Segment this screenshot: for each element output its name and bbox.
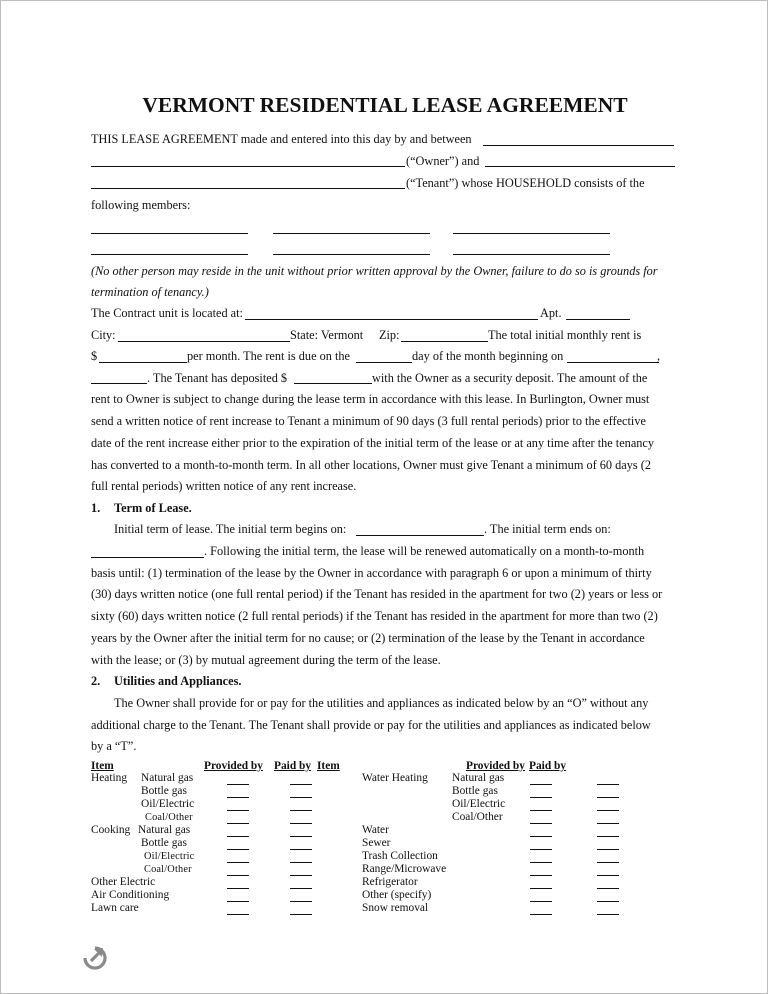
total-rent-label: The total initial monthly rent is bbox=[488, 328, 642, 342]
utilities-line-1: The Owner shall provide for or pay for the utilities and appliances as indicated below by an “O” without any bbox=[114, 696, 649, 710]
provided-by-blank[interactable] bbox=[530, 797, 552, 798]
table-row-category: Water Heating bbox=[362, 772, 428, 784]
section-1-number: 1. bbox=[91, 501, 101, 515]
term-line-5: years by the Owner after the initial term for no cause; or (2) termination of the lease by the Tenant in accordance bbox=[91, 631, 645, 645]
rent-paragraph-5: full rental periods) written notice of any rent increase. bbox=[91, 479, 357, 493]
provided-by-blank[interactable] bbox=[530, 888, 552, 889]
note-line-2: termination of tenancy.) bbox=[91, 285, 209, 299]
provided-by-blank[interactable] bbox=[530, 784, 552, 785]
paid-by-blank[interactable] bbox=[597, 823, 619, 824]
paid-by-blank[interactable] bbox=[290, 849, 312, 850]
paid-by-blank[interactable] bbox=[597, 849, 619, 850]
member-blank-3[interactable] bbox=[453, 233, 610, 234]
table-row-item: Bottle gas bbox=[141, 837, 187, 849]
header-paid-left: Paid by bbox=[274, 760, 312, 772]
provided-by-blank[interactable] bbox=[227, 784, 249, 785]
section-2-heading: Utilities and Appliances. bbox=[114, 674, 242, 688]
paid-by-blank[interactable] bbox=[597, 784, 619, 785]
header-paid-right: Paid by bbox=[529, 760, 567, 772]
term-line-4: sixty (60) days written notice (2 full rental periods) if the Tenant has resided in the apartment for more than two (2) bbox=[91, 609, 658, 623]
table-row-category: Heating bbox=[91, 772, 128, 784]
term-begins-label: Initial term of lease. The initial term begins on: bbox=[114, 522, 347, 536]
paid-by-blank[interactable] bbox=[290, 901, 312, 902]
table-row-category: Cooking bbox=[91, 824, 131, 836]
intro-line: THIS LEASE AGREEMENT made and entered into this day by and between bbox=[91, 132, 472, 146]
paid-by-blank[interactable] bbox=[290, 810, 312, 811]
table-row-item: Natural gas bbox=[452, 772, 505, 784]
section-2-number: 2. bbox=[91, 674, 101, 688]
table-row-category: Other (specify) bbox=[362, 889, 432, 901]
provided-by-blank[interactable] bbox=[530, 914, 552, 915]
table-row-item: Oil/Electric bbox=[144, 851, 195, 862]
term-ends-label: . The initial term ends on: bbox=[484, 522, 611, 536]
provided-by-blank[interactable] bbox=[227, 888, 249, 889]
member-blank-1[interactable] bbox=[91, 233, 248, 234]
provided-by-blank[interactable] bbox=[227, 810, 249, 811]
tenant-name-blank-1[interactable] bbox=[485, 166, 675, 167]
due-day-blank[interactable] bbox=[356, 362, 412, 363]
table-row-item: Bottle gas bbox=[141, 785, 187, 797]
paid-by-blank[interactable] bbox=[290, 797, 312, 798]
member-blank-6[interactable] bbox=[453, 254, 610, 255]
header-item-left: Item bbox=[91, 760, 114, 772]
tenant-name-blank-2[interactable] bbox=[91, 188, 405, 189]
table-row-item: Oil/Electric bbox=[141, 798, 195, 810]
party-blank[interactable] bbox=[483, 145, 674, 146]
provided-by-blank[interactable] bbox=[227, 797, 249, 798]
paid-by-blank[interactable] bbox=[597, 888, 619, 889]
city-blank[interactable] bbox=[118, 341, 290, 342]
header-provided-right: Provided by bbox=[466, 760, 525, 772]
table-row-item: Oil/Electric bbox=[452, 798, 506, 810]
apt-label: Apt. bbox=[540, 306, 562, 320]
table-row-category: Sewer bbox=[362, 837, 391, 849]
zip-blank[interactable] bbox=[401, 341, 488, 342]
rent-paragraph-2: send a written notice of rent increase to Tenant a minimum of 90 days (3 full rental periods) prior to the effective bbox=[91, 414, 646, 428]
table-row-category: Air Conditioning bbox=[91, 889, 170, 901]
provided-by-blank[interactable] bbox=[227, 914, 249, 915]
provided-by-blank[interactable] bbox=[530, 836, 552, 837]
paid-by-blank[interactable] bbox=[597, 797, 619, 798]
provided-by-blank[interactable] bbox=[530, 849, 552, 850]
provided-by-blank[interactable] bbox=[227, 849, 249, 850]
table-row-item: Coal/Other bbox=[145, 812, 193, 823]
utilities-line-2: additional charge to the Tenant. The Tenant shall provide or pay for the utilities and appliances as indicated below bbox=[91, 718, 651, 732]
term-start-blank[interactable] bbox=[356, 535, 484, 536]
term-line-6: with the lease; or (3) by mutual agreement during the term of the lease. bbox=[91, 653, 441, 667]
beginning-date-blank[interactable] bbox=[567, 362, 659, 363]
owner-name-blank[interactable] bbox=[91, 166, 405, 167]
paid-by-blank[interactable] bbox=[290, 914, 312, 915]
location-label: The Contract unit is located at: bbox=[91, 306, 243, 320]
provided-by-blank[interactable] bbox=[530, 875, 552, 876]
member-blank-4[interactable] bbox=[91, 254, 248, 255]
paid-by-blank[interactable] bbox=[290, 823, 312, 824]
table-row-category: Lawn care bbox=[91, 902, 139, 914]
header-item-right: Item bbox=[317, 760, 340, 772]
provided-by-blank[interactable] bbox=[227, 875, 249, 876]
provided-by-blank[interactable] bbox=[227, 836, 249, 837]
arrow-logo-icon bbox=[81, 945, 109, 971]
provided-by-blank[interactable] bbox=[227, 862, 249, 863]
deposit-label: . The Tenant has deposited $ bbox=[147, 371, 288, 385]
per-month-label: per month. The rent is due on the bbox=[187, 349, 351, 363]
member-blank-5[interactable] bbox=[273, 254, 430, 255]
paid-by-blank[interactable] bbox=[290, 836, 312, 837]
table-row-item: Natural gas bbox=[138, 824, 191, 836]
deposit-text: with the Owner as a security deposit. The amount of the bbox=[372, 371, 648, 385]
table-row-item: Natural gas bbox=[141, 772, 194, 784]
members-label: following members: bbox=[91, 198, 191, 212]
term-line-2: basis until: (1) termination of the lease by the Owner in accordance with paragraph 6 or upon a minimum of thirty bbox=[91, 566, 652, 580]
table-row-category: Snow removal bbox=[362, 902, 429, 914]
paid-by-blank[interactable] bbox=[290, 875, 312, 876]
year-blank[interactable] bbox=[91, 383, 147, 384]
paid-by-blank[interactable] bbox=[290, 862, 312, 863]
rent-amount-blank[interactable] bbox=[99, 362, 187, 363]
rent-paragraph-4: has converted to a month-to-month term. In all other locations, Owner must give Tenant a minimum of 60 days (2 bbox=[91, 458, 652, 472]
table-row-category: Other Electric bbox=[91, 876, 156, 888]
day-of-label: day of the month beginning on bbox=[412, 349, 564, 363]
paid-by-blank[interactable] bbox=[290, 784, 312, 785]
paid-by-blank[interactable] bbox=[597, 875, 619, 876]
section-1-heading: Term of Lease. bbox=[114, 501, 192, 515]
paid-by-blank[interactable] bbox=[597, 862, 619, 863]
document-title: VERMONT RESIDENTIAL LEASE AGREEMENT bbox=[142, 93, 628, 117]
table-row-item: Coal/Other bbox=[452, 811, 503, 823]
address-blank[interactable] bbox=[245, 319, 538, 320]
term-line-1: . Following the initial term, the lease will be renewed automatically on a month-to-month bbox=[204, 544, 645, 558]
header-provided-left: Provided by bbox=[204, 760, 263, 772]
rent-paragraph-3: date of the rent increase either prior to the expiration of the initial term of the lease or at any time after the tenancy bbox=[91, 436, 655, 450]
city-label: City: bbox=[91, 328, 116, 342]
table-row-category: Water bbox=[362, 824, 389, 836]
utilities-line-3: by a “T”. bbox=[91, 739, 137, 753]
table-row-item: Coal/Other bbox=[144, 864, 192, 875]
provided-by-blank[interactable] bbox=[227, 823, 249, 824]
rent-paragraph-1: rent to Owner is subject to change during the lease term in accordance with this lease. In Burlington, Owner must bbox=[91, 392, 650, 406]
provided-by-blank[interactable] bbox=[530, 862, 552, 863]
comma: , bbox=[657, 349, 661, 363]
provided-by-blank[interactable] bbox=[530, 901, 552, 902]
dollar-sign: $ bbox=[91, 349, 98, 363]
paid-by-blank[interactable] bbox=[597, 810, 619, 811]
provided-by-blank[interactable] bbox=[530, 810, 552, 811]
member-blank-2[interactable] bbox=[273, 233, 430, 234]
provided-by-blank[interactable] bbox=[530, 823, 552, 824]
deposit-amount-blank[interactable] bbox=[294, 383, 372, 384]
paid-by-blank[interactable] bbox=[597, 901, 619, 902]
zip-label: Zip: bbox=[379, 328, 400, 342]
tenant-label: (“Tenant”) whose HOUSEHOLD consists of the bbox=[406, 176, 645, 190]
state-label: State: Vermont bbox=[290, 328, 364, 342]
table-row-category: Trash Collection bbox=[362, 850, 438, 862]
note-line-1: (No other person may reside in the unit without prior written approval by the Owner, failure to do so is grounds for bbox=[91, 264, 658, 278]
owner-label: (“Owner”) and bbox=[406, 154, 480, 168]
paid-by-blank[interactable] bbox=[597, 914, 619, 915]
table-row-category: Refrigerator bbox=[362, 876, 418, 888]
provided-by-blank[interactable] bbox=[227, 901, 249, 902]
paid-by-blank[interactable] bbox=[290, 888, 312, 889]
term-line-3: (30) days written notice (one full rental period) if the Tenant has resided in the apartment for two (2) years or less or bbox=[91, 587, 663, 601]
table-row-category: Range/Microwave bbox=[362, 863, 447, 875]
paid-by-blank[interactable] bbox=[597, 836, 619, 837]
apt-blank[interactable] bbox=[566, 319, 630, 320]
table-row-item: Bottle gas bbox=[452, 785, 498, 797]
term-end-blank[interactable] bbox=[91, 557, 204, 558]
